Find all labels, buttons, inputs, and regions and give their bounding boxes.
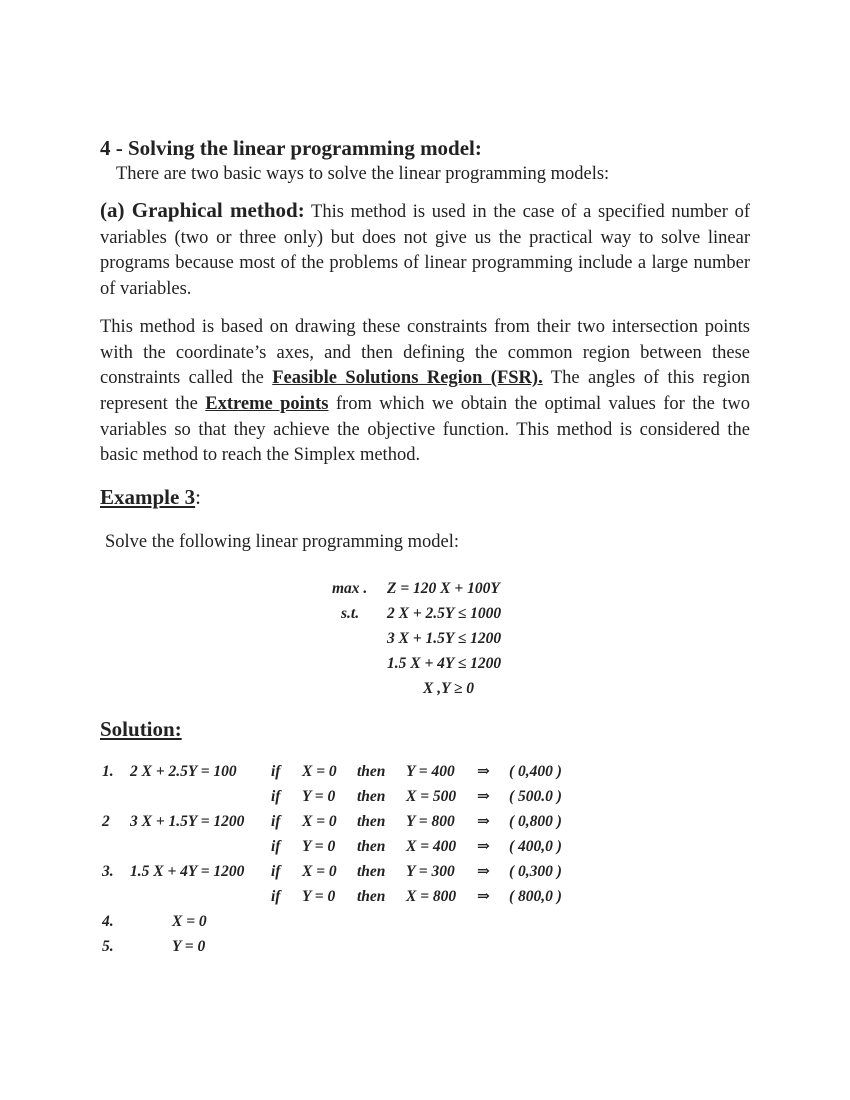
intercept-point: ( 400,0 ): [509, 838, 562, 855]
implies-arrow: ⇒: [477, 813, 490, 830]
graphical-method-paragraph: [100, 198, 750, 303]
result: Y = 300: [406, 863, 455, 880]
result: Y = 400: [406, 763, 455, 780]
example-prompt: Solve the following linear programming model:: [105, 532, 460, 553]
example-heading: [100, 483, 750, 511]
axis-constraint: X = 0: [172, 913, 207, 930]
row-number: 1.: [102, 763, 114, 780]
solution-row: [100, 834, 750, 859]
then-keyword: then: [357, 888, 386, 905]
method-text-3: from which we obtain the optimal values for the two variables so that they achieve the objective function. This method is considered the basic method to reach the Simplex method.: [100, 393, 750, 466]
row-number: 5.: [102, 938, 114, 955]
row-number: 3.: [102, 863, 114, 880]
intercept-point: ( 0,400 ): [509, 763, 562, 780]
term-fsr: Feasible Solutions Region (FSR).: [272, 368, 543, 389]
condition: X = 0: [302, 813, 337, 830]
example-title: Example 3: [100, 485, 196, 510]
intercept-point: ( 0,300 ): [509, 863, 562, 880]
intercept-point: ( 800,0 ): [509, 888, 562, 905]
solution-row: [100, 759, 750, 784]
implies-arrow: ⇒: [477, 863, 490, 880]
row-number: 4.: [102, 913, 114, 930]
solution-row: [100, 859, 750, 884]
condition: Y = 0: [302, 838, 336, 855]
condition: X = 0: [302, 763, 337, 780]
if-keyword: if: [271, 838, 281, 855]
if-keyword: if: [271, 788, 281, 805]
result: X = 800: [406, 888, 457, 905]
solution-row: [100, 784, 750, 809]
result: Y = 800: [406, 813, 455, 830]
condition: Y = 0: [302, 788, 336, 805]
section-heading: 4 - Solving the linear programming model:: [100, 136, 482, 160]
method-text-2: The angles of this region represent the: [100, 368, 750, 414]
if-keyword: if: [271, 763, 281, 780]
method-text-1: This method is based on drawing these constraints from their two intersection points with the coordinate’s axes, and then defining the common region between these constraints called the: [100, 316, 750, 389]
result: X = 400: [406, 838, 457, 855]
implies-arrow: ⇒: [477, 838, 490, 855]
equation: 2 X + 2.5Y = 100: [130, 763, 237, 780]
solution-extra-row: [100, 909, 750, 934]
method-description-paragraph: [100, 315, 750, 469]
max-label: max .: [332, 580, 368, 597]
if-keyword: if: [271, 888, 281, 905]
nonnegativity-constraint: X ,Y ≥ 0: [423, 680, 474, 697]
solution-row: [100, 884, 750, 909]
example-suffix: :: [195, 485, 201, 510]
then-keyword: then: [357, 763, 386, 780]
solution-heading: Solution:: [100, 717, 182, 741]
solution-row: [100, 809, 750, 834]
then-keyword: then: [357, 863, 386, 880]
st-label: s.t.: [341, 605, 360, 622]
then-keyword: then: [357, 838, 386, 855]
equation: 1.5 X + 4Y = 1200: [130, 863, 245, 880]
result: X = 500: [406, 788, 457, 805]
graphical-method-text: This method is used in the case of a specified number of variables (two or three only) but does not give us the practical way to solve linear programs because most of the problems of linear programming include a large number of variables.: [100, 202, 750, 300]
axis-constraint: Y = 0: [172, 938, 206, 955]
if-keyword: if: [271, 863, 281, 880]
then-keyword: then: [357, 813, 386, 830]
condition: X = 0: [302, 863, 337, 880]
solution-extra-row: [100, 934, 750, 959]
constraint-1: 2 X + 2.5Y ≤ 1000: [387, 605, 502, 622]
implies-arrow: ⇒: [477, 788, 490, 805]
intercept-point: ( 500.0 ): [509, 788, 562, 805]
intercept-point: ( 0,800 ): [509, 813, 562, 830]
then-keyword: then: [357, 788, 386, 805]
constraint-2: 3 X + 1.5Y ≤ 1200: [387, 630, 502, 647]
implies-arrow: ⇒: [477, 888, 490, 905]
constraint-3: 1.5 X + 4Y ≤ 1200: [387, 655, 502, 672]
equation: 3 X + 1.5Y = 1200: [130, 813, 245, 830]
if-keyword: if: [271, 813, 281, 830]
implies-arrow: ⇒: [477, 763, 490, 780]
section-intro: There are two basic ways to solve the linear programming models:: [116, 164, 610, 184]
row-number: 2: [102, 813, 110, 830]
term-extreme-points: Extreme points: [205, 393, 329, 414]
graphical-method-label: (a) Graphical method:: [100, 198, 305, 222]
document-page: [100, 135, 750, 955]
condition: Y = 0: [302, 888, 336, 905]
objective-function: Z = 120 X + 100Y: [387, 580, 500, 597]
